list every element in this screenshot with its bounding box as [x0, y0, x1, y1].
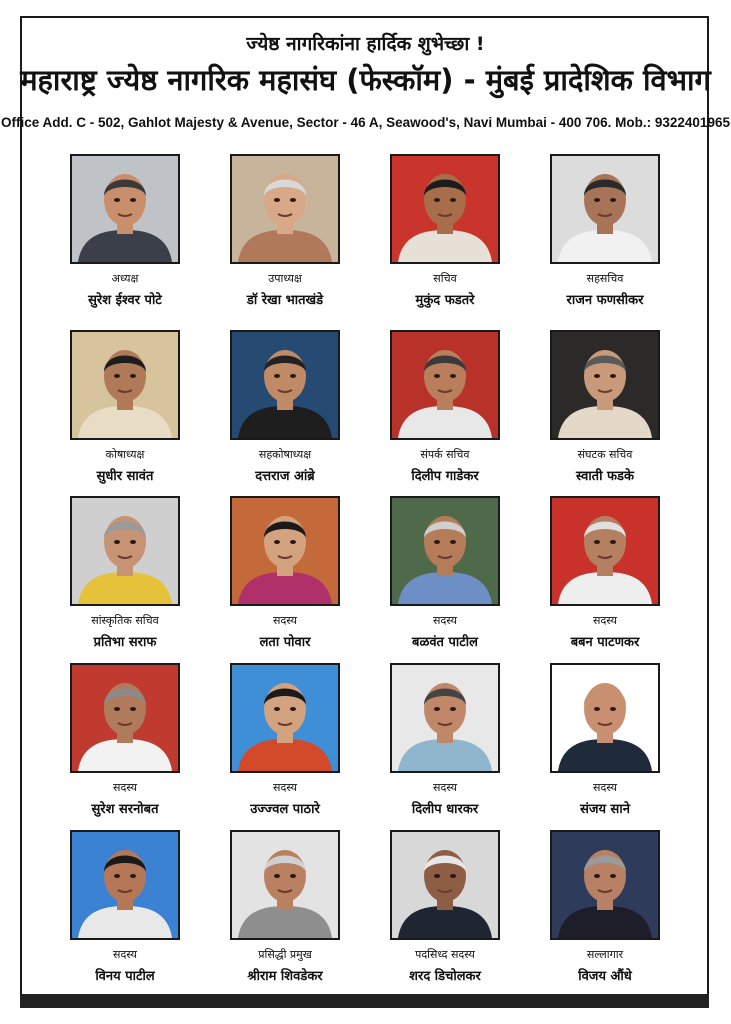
member-name: दिलीप गाडेकर [411, 469, 479, 484]
member-name: बळवंत पाटील [412, 635, 478, 650]
member-card [230, 154, 340, 308]
portrait-icon [552, 498, 658, 604]
member-name: लता पोवार [259, 635, 311, 650]
member-role: सहसचिव [586, 272, 624, 285]
member-card [390, 496, 500, 650]
member-photo [70, 663, 180, 773]
portrait-icon [552, 156, 658, 262]
member-photo [390, 496, 500, 606]
member-photo [230, 663, 340, 773]
member-name: विनय पाटील [95, 969, 155, 984]
member-name: प्रतिभा सराफ [93, 635, 157, 650]
member-role: प्रसिद्धी प्रमुख [258, 948, 312, 961]
member-photo [550, 496, 660, 606]
member-role: अध्यक्ष [111, 272, 139, 285]
member-card [70, 663, 180, 817]
member-photo [550, 663, 660, 773]
member-name: शरद डिचोलकर [409, 969, 481, 984]
portrait-icon [232, 832, 338, 938]
member-name: सुधीर सावंत [96, 469, 154, 484]
portrait-icon [552, 665, 658, 771]
member-card [550, 330, 660, 484]
portrait-icon [232, 665, 338, 771]
member-role: सदस्य [593, 781, 617, 794]
member-photo [390, 663, 500, 773]
member-name: दत्तराज आंब्रे [255, 469, 315, 484]
member-card [550, 830, 660, 984]
office-address: Office Add. C - 502, Gahlot Majesty & Avenue, Sector - 46 A, Seawood's, Navi Mumbai - 400 706. Mob.: 9322401965 [1, 115, 730, 130]
member-name: मुकुंद फडतरे [415, 293, 475, 308]
organization-title: महाराष्ट्र ज्येष्ठ नागरिक महासंघ (फेस्कॉम) - मुंबई प्रादेशिक विभाग [20, 63, 711, 97]
member-role: सदस्य [273, 781, 297, 794]
member-role: सल्लागार [586, 948, 624, 961]
portrait-icon [392, 665, 498, 771]
member-name: उज्ज्वल पाठारे [250, 802, 320, 817]
portrait-icon [72, 665, 178, 771]
portrait-icon [72, 332, 178, 438]
member-role: सांस्कृतिक सचिव [91, 614, 159, 627]
member-photo [550, 154, 660, 264]
member-photo [390, 830, 500, 940]
portrait-icon [72, 498, 178, 604]
member-role: सदस्य [433, 614, 457, 627]
member-name: स्वाती फडके [576, 469, 634, 484]
portrait-icon [232, 498, 338, 604]
member-card [230, 663, 340, 817]
member-role: संघटक सचिव [577, 448, 633, 461]
member-photo [390, 154, 500, 264]
member-card [390, 154, 500, 308]
member-card [230, 496, 340, 650]
member-card [70, 330, 180, 484]
portrait-icon [392, 156, 498, 262]
member-card [70, 496, 180, 650]
bottom-bar [20, 994, 709, 1008]
member-card [230, 830, 340, 984]
member-card [550, 496, 660, 650]
portrait-icon [72, 832, 178, 938]
member-card [70, 154, 180, 308]
member-name: राजन फणसीकर [566, 293, 644, 308]
member-role: सदस्य [113, 948, 137, 961]
member-name: संजय साने [580, 802, 630, 817]
member-card [390, 663, 500, 817]
greeting-text: ज्येष्ठ नागरिकांना हार्दिक शुभेच्छा ! [246, 33, 485, 55]
member-name: विजय औंधे [578, 969, 632, 984]
member-name: डॉ रेखा भातखंडे [246, 293, 324, 308]
member-photo [70, 830, 180, 940]
member-photo [550, 330, 660, 440]
member-name: सुरेश ईश्वर पोटे [88, 293, 162, 308]
member-role: सदस्य [433, 781, 457, 794]
member-name: श्रीराम शिवडेकर [247, 969, 323, 984]
member-role: सचिव [433, 272, 457, 285]
member-role: पदसिध्द सदस्य [415, 948, 475, 961]
member-role: संपर्क सचिव [420, 448, 470, 461]
member-photo [70, 330, 180, 440]
member-name: बबन पाटणकर [570, 635, 640, 650]
member-card [70, 830, 180, 984]
member-photo [70, 496, 180, 606]
member-photo [230, 330, 340, 440]
member-photo [230, 154, 340, 264]
member-name: सुरेश सरनोबत [91, 802, 159, 817]
member-name: दिलीप धारकर [411, 802, 479, 817]
member-card [550, 663, 660, 817]
member-role: कोषाध्यक्ष [105, 448, 145, 461]
portrait-icon [552, 832, 658, 938]
member-photo [230, 496, 340, 606]
member-role: सदस्य [113, 781, 137, 794]
member-photo [550, 830, 660, 940]
portrait-icon [392, 332, 498, 438]
member-card [390, 330, 500, 484]
member-role: उपाध्यक्ष [268, 272, 302, 285]
member-role: सदस्य [273, 614, 297, 627]
portrait-icon [392, 832, 498, 938]
member-role: सदस्य [593, 614, 617, 627]
member-card [390, 830, 500, 984]
member-photo [230, 830, 340, 940]
member-photo [390, 330, 500, 440]
portrait-icon [392, 498, 498, 604]
portrait-icon [72, 156, 178, 262]
member-role: सहकोषाध्यक्ष [258, 448, 312, 461]
member-card [230, 330, 340, 484]
member-photo [70, 154, 180, 264]
portrait-icon [232, 332, 338, 438]
member-card [550, 154, 660, 308]
portrait-icon [232, 156, 338, 262]
portrait-icon [552, 332, 658, 438]
